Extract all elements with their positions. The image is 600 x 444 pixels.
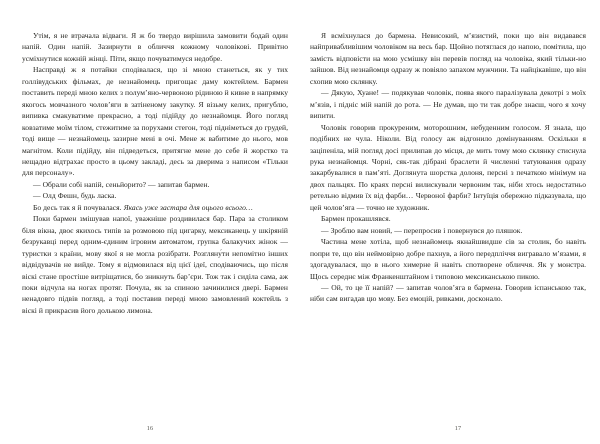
paragraph-italic-text: Якась уже застара для оцього всього… — [123, 202, 253, 212]
right-page-textblock — [310, 30, 586, 305]
paragraph-dialogue: — Зроблю вам новий, — перепросив і повернувся до пляшок. — [321, 225, 523, 235]
page-number-left: 16 — [146, 425, 154, 432]
paragraph: Я всміхнулася до бармена. Невисокий, м’язистий, поки що він видавався найпривабливішим чоловіком на весь бар. Щойно потяглася до напою, помітила, що замість відповісти на мою усмішку він перевів погляд на чоловіка, який тільки-но зайшов. Від незнайомця одразу ж повіяло запахом мужчини. Та найцікавіше, що він схопив мою склянку. — [310, 31, 586, 86]
paragraph-dialogue: — Дякую, Хуане! — подякував чоловік, поява якого паралізувала декотрі з моїх м’язів, і підніс мій напій до рота. — Не думав, що ти так добре знаєш, чого я хочу випити. — [310, 88, 586, 121]
page-right — [300, 0, 600, 444]
paragraph: Насправді ж я потайки сподівалася, що зі мною станеться, як у тих голлівудських фільмах, де незнайомець пригощає даму коктейлем. Бармен поставить переді мною келих з полум’яно-червоною рідиною й кивне в напрямку якогось мовчазного чолов’яги в затіненому закутку. Я візьму келих, пригублю, випивка смакуватиме прекрасно, а тоді підійду до незнайомця. Його погляд ковзатиме моїм тілом, стежитиме за порухами стегон, тоді підніметься до грудей, тоді вище — незнайомець зазирне мені в очі. Мене ж вабитиме до нього, мов магнітом. Коли підійду, він підведеться, притягне мене до себе й жорстко та нещадно відтрахає просто в цьому закладі, десь за дверима з написом «Тільки для персоналу». — [22, 65, 288, 178]
paragraph-dialogue: — Олд Фешн, будь ласка. — [33, 191, 117, 201]
paragraph-lead-text: Бо десь так я й почувалася. — [33, 202, 124, 212]
page-number-right: 17 — [454, 425, 462, 432]
paragraph-with-italic — [22, 202, 288, 213]
paragraph: Бармен прокашлявся. — [321, 214, 391, 224]
left-page-textblock — [22, 30, 288, 316]
paragraph: Утім, я не втрачала відваги. Я ж бо твердо вирішила замовити бодай один напій. Один напій. Зазирнути в обличчя кожному чоловікові. Привітно усміхнутися кожній жінці. Піти, якщо почуватимуся недобре. — [22, 31, 288, 63]
paragraph-dialogue: — Обрали собі напій, сеньйорито? — запитав бармен. — [33, 179, 210, 189]
paragraph-dialogue: — Ой, то це її напій? — запитав чолов’яга в бармена. Говорив іспанською так, ніби сам вигадав цю мову. Без емоцій, ривками, досконало. — [310, 282, 586, 304]
paragraph: Частина мене хотіла, щоб незнайомець якнайшвидше сів за столик, бо навіть попри те, що він неймовірно добре пахнув, а його передпліччя вигравало м’язами, я здогадувалася, що в нього химерне й навіть спотворене обличчя. Як у монстра. Щось середнє між Франкенштайном і типовою мексиканською пикою. — [310, 237, 586, 281]
paragraph: Поки бармен змішував напої, уважніше роздивилася бар. Пара за столиком біля вікна, двоє якихось типів за розмовою під цигарку, мексиканець у шкіряній безрукавці перед одним-єдиним ігровим автоматом, групка балакучих жінок — туристки з країни, мову якої я не могла розібрати. Розгляну́ти непомітно інших відвідувачів не вийде. Тому я відмовилася від цієї ідеї, сподіваючись, що після віскі стане простіше витріщатися, бо зникнуть бар’єри. Тож так і сиділа сама, аж поки відчула на ногах протяг. Почула, як за спиною зачинилися двері. Бармен ненадовго підвів погляд, а тоді поставив переді мною замовлений коктейль з віскі й прикрасив його долькою лимона. — [22, 214, 288, 315]
paragraph: Чоловік говорив прокуреним, моторошним, небуденним голосом. Я знала, що подібних не чула. Ніколи. Від голосу аж відгонило домінуванням. Оскільки я заціпеніла, мій погляд досі прилипав до місця, де мить тому мою склянку стиснула рука незнайомця. Чорні, сяк-так дібрані браслети й численні татуювання одразу закарбувалися в пам’яті. Доглянута шорстка долоня, персні з печаткою мінімум на двох пальцях. По краях персні вилискували червоним так, ніби хтось недостатньо ретельно відмив їх від фарби… Червоної фарби? Інтуїція обережно підказувала, що цей чолов’яга — точно не художник. — [310, 122, 586, 212]
